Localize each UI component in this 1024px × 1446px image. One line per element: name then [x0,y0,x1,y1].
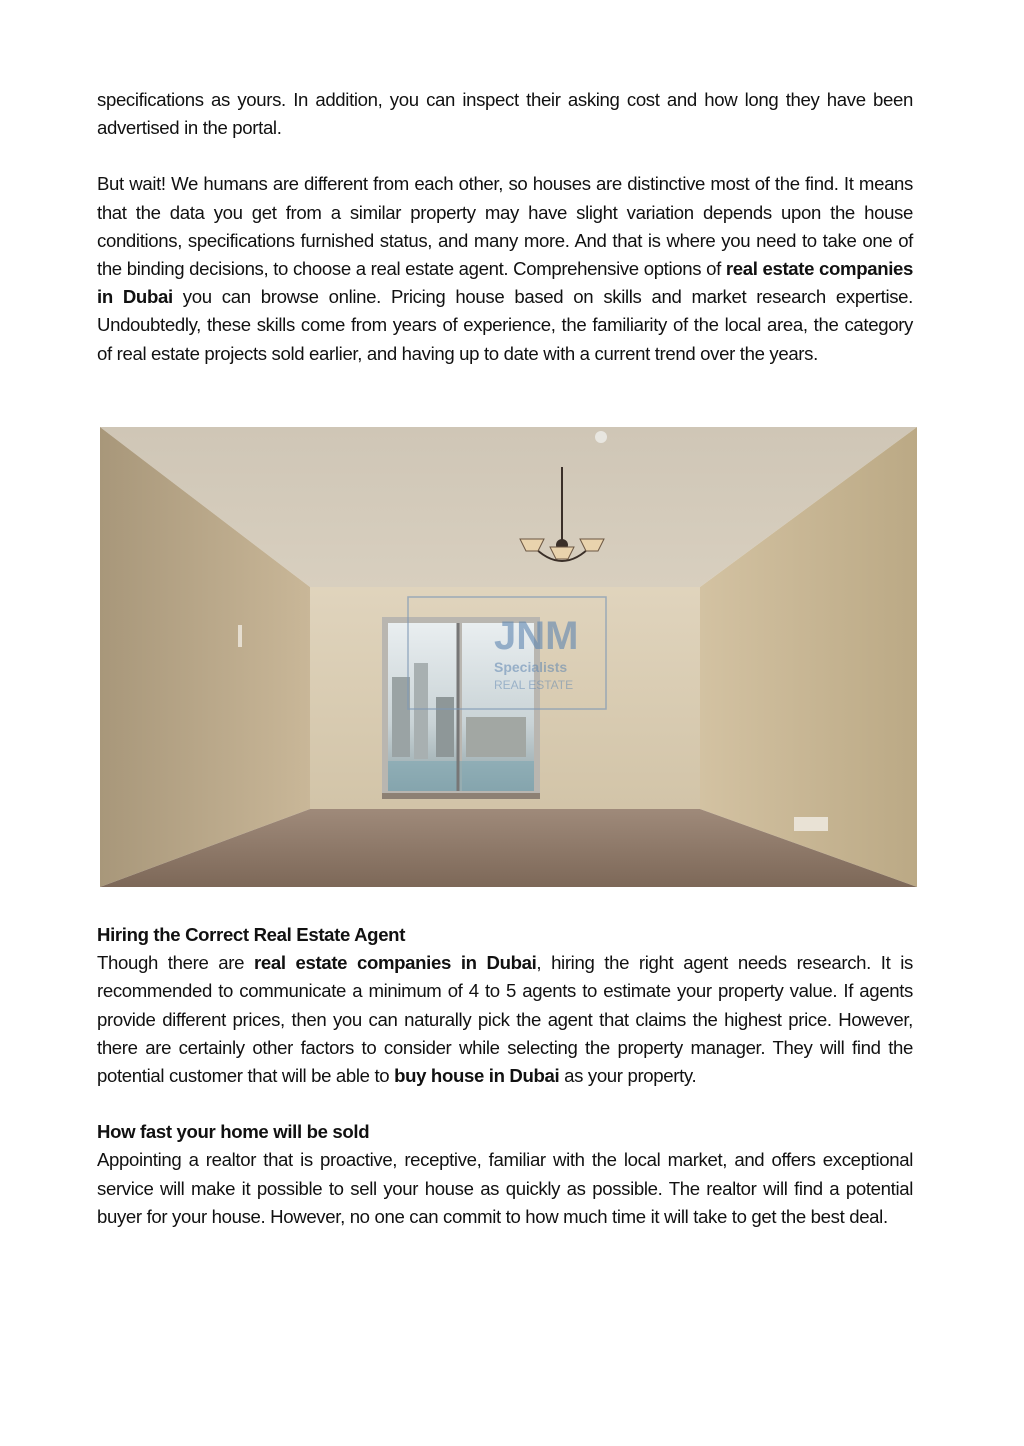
watermark-title: JNM [494,614,579,658]
paragraph [97,170,913,367]
keyword-link: real estate companies in Dubai [97,258,914,308]
text-span: you can browse online. Pricing house based on skills and market research expertise. Undoubtedly, these skills come from years of experience, the familiarity of the local area, the category of real estate projects sold earlier, and having up to date with a current trend over the years. [97,286,913,364]
body-sections [97,921,913,1231]
watermark-subtitle: Specialists [494,659,568,675]
paragraph: specifications as yours. In addition, you can inspect their asking cost and how long they have been advertised in the portal. [97,89,913,139]
watermark-tagline: REAL ESTATE [494,678,574,692]
text-span: , hiring the right agent needs research. It is recommended to communicate a minimum of 4 to 5 agents to estimate your property value. If agents provide different prices, then you can naturally pick the agent that claims the highest price. However, there are certainly other factors to consider while selecting the property manager. They will find the potential customer that will be able to [97,952,913,1087]
section-heading: How fast your home will be sold [97,1121,370,1143]
room-photo [100,427,917,887]
text-span: But wait! We humans are different from each other, so houses are distinctive most of the find. It means that the data you get from a similar property may have slight variation depends upon the house conditions, specifications furnished status, and many more. And that is where you need to take one of the binding decisions, to choose a real estate agent. Comprehensive options of [97,173,913,280]
keyword-link: real estate companies in Dubai [253,952,537,974]
intro-text [97,86,913,368]
text-span: Though there are [97,952,254,974]
text-span: as your property. [559,1065,697,1087]
keyword-link: buy house in Dubai [394,1065,560,1087]
section-heading: Hiring the Correct Real Estate Agent [97,924,406,945]
paragraph: Appointing a realtor that is proactive, receptive, familiar with the local market, and offers exceptional service will make it possible to sell your house as quickly as possible. The realtor will find a potential buyer for your house. However, no one can commit to how much time it will take to get the best deal. [97,1149,913,1227]
paragraph [97,949,913,1090]
